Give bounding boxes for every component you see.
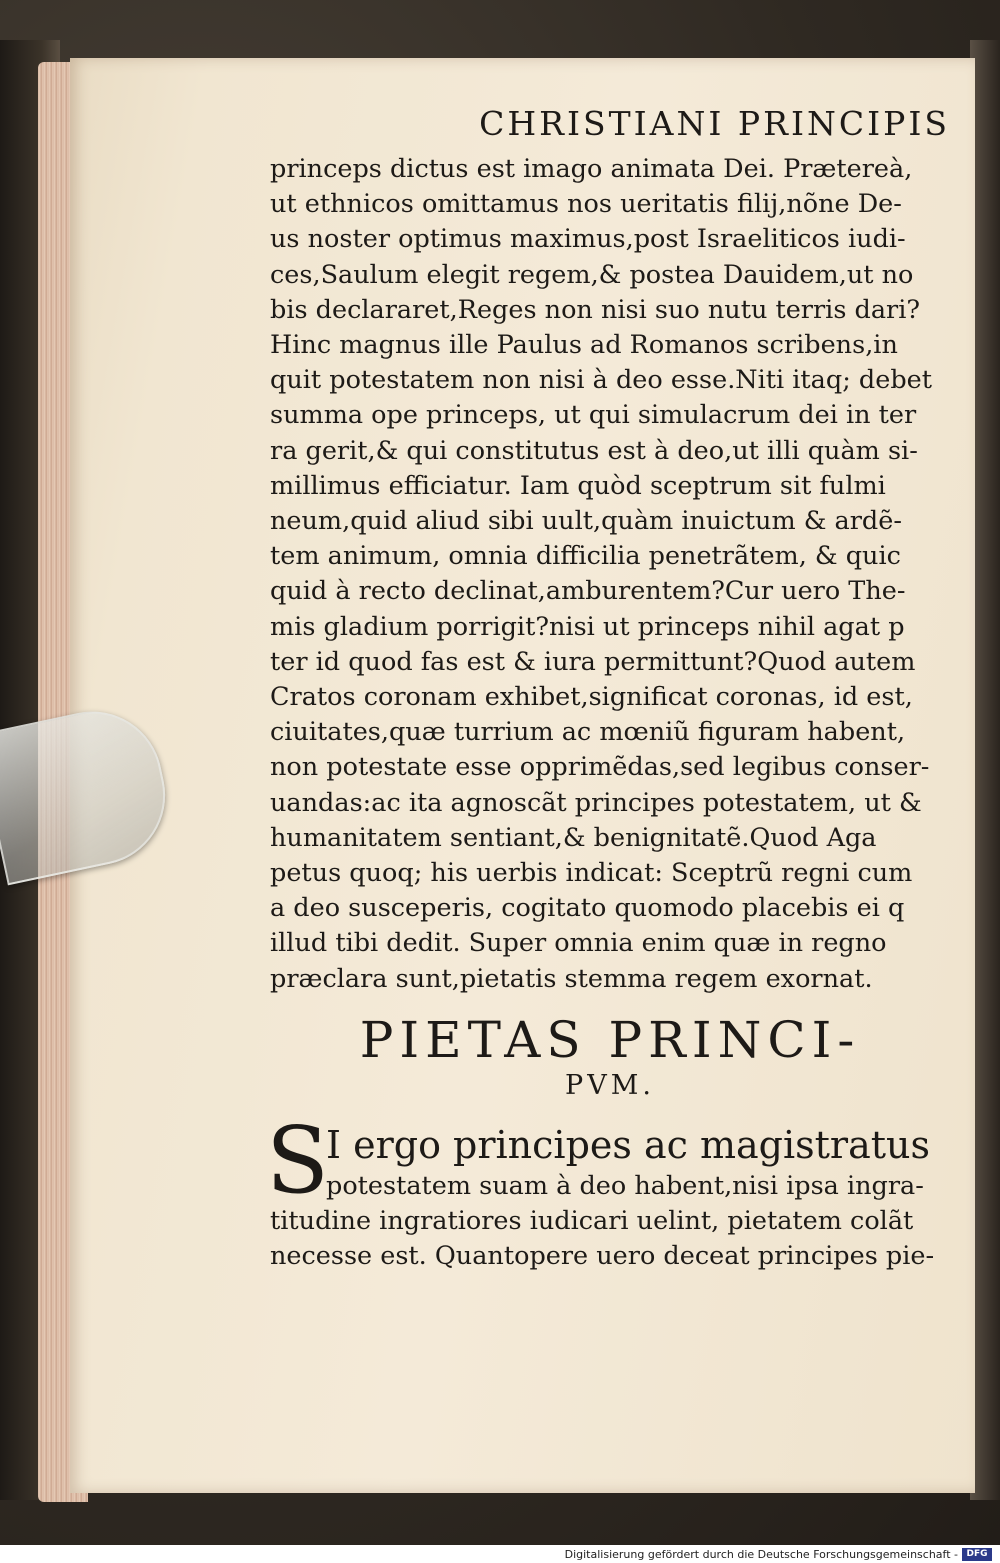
text-line: princeps dictus est imago animata Dei. Prætereà, — [270, 154, 913, 184]
text-line: summa ope princeps, ut qui simulacrum dei in ter — [270, 400, 917, 431]
text-line: illud tibi dedit. Super omnia enim quæ in regno — [270, 928, 887, 959]
text-line: ciuitates,quæ turrium ac mœniũ figuram habent, — [270, 717, 906, 748]
text-line: us noster optimus maximus,post Israeliticos iudi- — [270, 224, 906, 255]
running-head: CHRISTIANI PRINCIPIS — [479, 104, 950, 143]
text-line: præclara sunt,pietatis stemma regem exornat. — [270, 963, 873, 994]
text-line: potestatem suam à deo habent,nisi ipsa ingra- — [326, 1170, 924, 1201]
book-page — [70, 58, 975, 1493]
text-line: quid à recto declinat,amburentem?Cur uero The- — [270, 576, 906, 607]
text-line: mis gladium porrigit?nisi ut princeps nihil agat p — [270, 611, 905, 642]
text-line: uandas:ac ita agnoscãt principes potestatem, ut & — [270, 787, 922, 818]
paragraph-2 — [266, 1106, 950, 1274]
section-title-line-1: PIETAS PRINCI- — [359, 1010, 861, 1069]
text-line: Hinc magnus ille Paulus ad Romanos scribens,in — [270, 330, 898, 361]
footer-credit: Digitalisierung gefördert durch die Deutsche Forschungsgemeinschaft - — [564, 1548, 958, 1561]
text-line: ra gerit,& qui constitutus est à deo,ut illi quàm si- — [270, 435, 918, 466]
text-line: bis declararet,Reges non nisi suo nutu terris dari? — [270, 294, 921, 325]
text-line: Cratos coronam exhibet,significat coronas, id est, — [270, 682, 913, 713]
section-title — [270, 1011, 950, 1103]
text-line: tem animum, omnia difficilia penetrãtem, & quic — [270, 541, 901, 572]
footer-bar — [0, 1545, 1000, 1563]
text-line: neum,quid aliud sibi uult,quàm inuictum & ardẽ- — [270, 506, 902, 537]
page-content — [266, 102, 950, 1274]
text-line: a deo susceperis, cogitato quomodo placebis ei q — [270, 893, 905, 924]
text-line: ces,Saulum elegit regem,& postea Dauidem,ut no — [270, 259, 914, 290]
text-line: non potestate esse opprimẽdas,sed legibus conser- — [270, 752, 930, 783]
text-line: ter id quod fas est & iura permittunt?Quod autem — [270, 646, 916, 677]
text-line: necesse est. Quantopere uero deceat principes pie- — [270, 1240, 935, 1271]
dfg-logo: DFG — [962, 1548, 992, 1561]
paragraph-1 — [270, 152, 950, 997]
drop-cap: S — [266, 1106, 330, 1214]
text-line: quit potestatem non nisi à deo esse.Niti itaq; debet — [270, 365, 932, 396]
text-line-first: I ergo principes ac magistratus — [326, 1122, 930, 1167]
text-line: humanitatem sentiant,& benignitatẽ.Quod Aga — [270, 822, 877, 853]
section-title-line-2: PVM. — [565, 1069, 655, 1101]
text-line: millimus efficiatur. Iam quòd sceptrum sit fulmi — [270, 470, 886, 501]
text-line: ut ethnicos omittamus nos ueritatis filij,nõne De- — [270, 189, 902, 220]
text-line: petus quoq; his uerbis indicat: Sceptrũ regni cum — [270, 858, 913, 889]
text-line: titudine ingratiores iudicari uelint, pietatem colãt — [270, 1205, 914, 1236]
